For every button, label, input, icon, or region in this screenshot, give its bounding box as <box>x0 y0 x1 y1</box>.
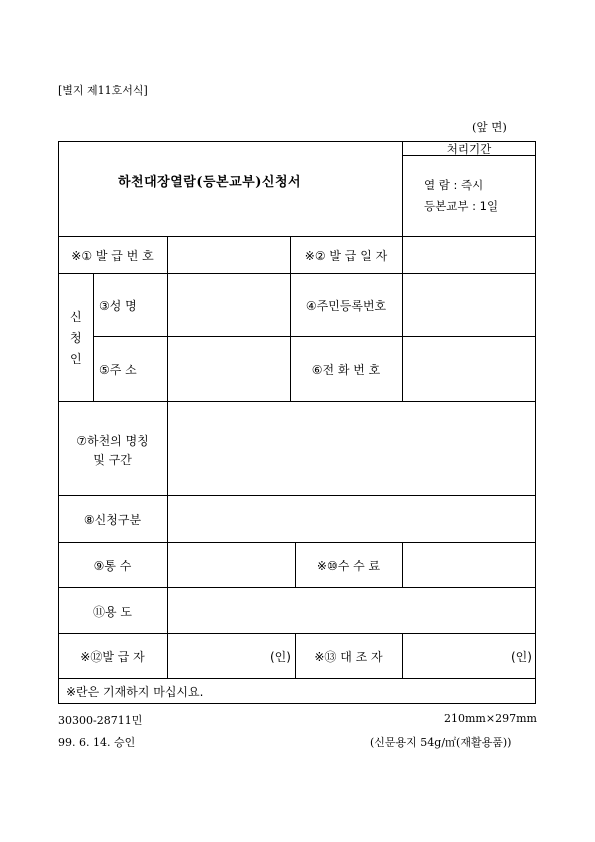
copies-label: ⑨통 수 <box>93 559 132 573</box>
address-label: ⑤주 소 <box>99 363 137 377</box>
phone-label: ⑥전 화 번 호 <box>311 363 381 377</box>
phone-field[interactable] <box>403 337 535 400</box>
row-divider <box>58 678 536 679</box>
form-code: 30300-28711민 <box>58 714 143 727</box>
issue-date-label: ※② 발 급 일 자 <box>304 249 388 263</box>
form-reference: [별지 제11호서식] <box>58 84 148 97</box>
applicant-label-3: 인 <box>70 352 82 366</box>
issuer-seal: (인) <box>270 650 291 664</box>
issuer-label: ※⑫발 급 자 <box>80 650 145 664</box>
checker-seal: (인) <box>511 650 532 664</box>
fee-field[interactable] <box>403 543 535 586</box>
fee-label: ※⑩수 수 료 <box>316 559 381 573</box>
name-label: ③성 명 <box>99 299 137 313</box>
col-divider <box>93 273 94 401</box>
request-type-field[interactable] <box>168 496 535 541</box>
copies-field[interactable] <box>168 543 294 586</box>
checker-label: ※⑬ 대 조 자 <box>314 650 383 664</box>
river-name-label: ⑦하천의 명칭 <box>76 434 149 448</box>
request-type-label: ⑧신청구분 <box>83 513 142 527</box>
resident-number-label: ④주민등록번호 <box>305 299 387 313</box>
col-divider <box>290 273 291 401</box>
applicant-label-1: 신 <box>70 310 82 324</box>
paper-size: 210mm×297mm <box>444 712 537 725</box>
processing-line-copy: 등본교부 : 1일 <box>424 199 499 213</box>
resident-number-field[interactable] <box>403 274 535 335</box>
river-section-label: 및 구간 <box>93 453 132 467</box>
instruction-note: ※란은 기재하지 마십시요. <box>66 685 204 699</box>
processing-line-view: 열 람 : 즉시 <box>424 178 484 192</box>
issue-date-field[interactable] <box>403 237 535 272</box>
purpose-label: ⑪용 도 <box>93 605 132 619</box>
purpose-field[interactable] <box>168 588 535 632</box>
approval-date: 99. 6. 14. 승인 <box>58 736 136 749</box>
issue-number-label: ※① 발 급 번 호 <box>71 249 154 263</box>
river-name-field[interactable] <box>168 402 535 494</box>
processing-period-header: 처리기간 <box>446 142 492 156</box>
name-field[interactable] <box>168 274 289 335</box>
page-side-label: (앞 면) <box>472 120 507 134</box>
form-title: 하천대장열람(등본교부)신청서 <box>118 175 302 190</box>
applicant-label-2: 청 <box>70 331 82 345</box>
paper-spec: (신문용지 54g/㎡(재활용품)) <box>370 736 512 749</box>
issue-number-field[interactable] <box>168 237 289 272</box>
address-field[interactable] <box>168 337 289 400</box>
